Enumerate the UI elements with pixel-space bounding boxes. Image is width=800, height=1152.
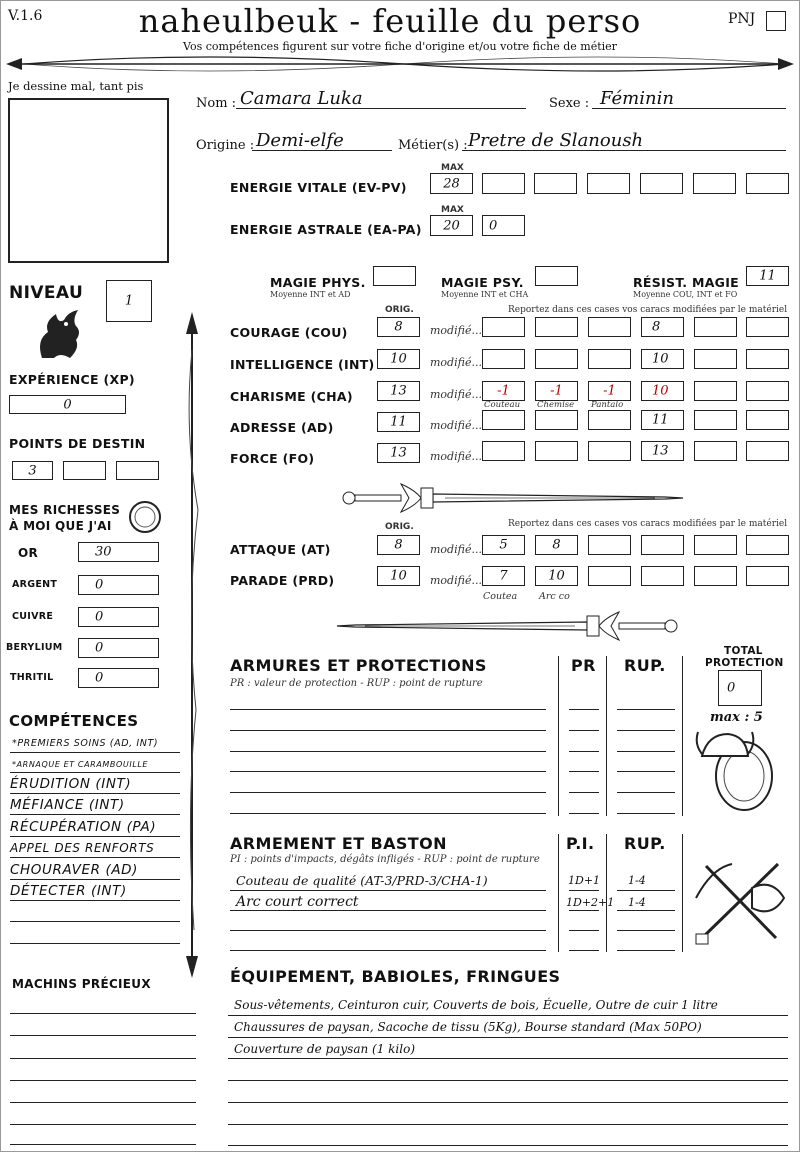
nom-value[interactable]: Camara Luka (240, 88, 363, 109)
stat-c1-cha[interactable] (482, 381, 525, 401)
stat-c3-int[interactable] (588, 349, 631, 369)
origine-underline (252, 150, 392, 151)
metier-underline (462, 150, 786, 151)
competence-item: APPEL DES RENFORTS (10, 841, 155, 855)
portrait-frame[interactable] (8, 98, 169, 263)
destin-label: POINTS DE DESTIN (9, 436, 146, 451)
version-label: V.1.6 (8, 8, 43, 24)
combat-note-1: Coutea (483, 591, 518, 602)
ev-max-value: 28 (443, 176, 460, 191)
machins-line (10, 1035, 196, 1036)
attaque-cell: 5 (499, 537, 508, 553)
stat-cell: 8 (652, 319, 661, 335)
ea-max-value: 20 (443, 218, 460, 233)
cha-note-3: Pantalo (591, 400, 624, 410)
money-box-berylium[interactable] (78, 638, 159, 658)
stat-c6-cou[interactable] (746, 317, 789, 337)
competence-line (10, 900, 180, 901)
equipement-line: Couverture de paysan (1 kilo) (234, 1042, 416, 1056)
parade-orig-value: 10 (390, 568, 407, 584)
stat-c4-cha[interactable] (641, 381, 684, 401)
armures-divider (558, 656, 559, 816)
richesses-label-2: À MOI QUE J'AI (9, 519, 112, 533)
competence-line (10, 793, 180, 794)
stat-mod-cou: modifié... (430, 324, 482, 337)
stat-c5-ad[interactable] (694, 410, 737, 430)
weapon-line (230, 950, 546, 951)
stat-c2-int[interactable] (535, 349, 578, 369)
ea-current-value: 0 (489, 218, 498, 233)
stat-c4-ad[interactable] (641, 410, 684, 430)
stat-label-int: INTELLIGENCE (INT) (230, 357, 375, 372)
ev-max-box[interactable] (430, 173, 473, 194)
stat-c5-cou[interactable] (694, 317, 737, 337)
destin-value: 3 (28, 463, 37, 478)
machins-line (10, 1124, 196, 1125)
stat-cell: -1 (550, 383, 563, 399)
armement-rup-label: RUP. (624, 834, 666, 853)
armures-divider (682, 656, 683, 816)
attaque-cell: 8 (552, 537, 561, 553)
money-box-argent[interactable] (78, 575, 159, 595)
money-label-cuivre: CUIVRE (12, 611, 54, 622)
armement-title: ARMEMENT ET BASTON (230, 834, 447, 853)
stat-c6-int[interactable] (746, 349, 789, 369)
sword-icon (335, 608, 685, 644)
stat-orig-fo[interactable] (377, 443, 420, 463)
armure-line (569, 813, 599, 814)
armure-line (569, 751, 599, 752)
weapon-line (569, 890, 599, 891)
armement-divider (558, 834, 559, 952)
nom-underline (236, 108, 526, 109)
armure-line (230, 813, 546, 814)
stat-c5-int[interactable] (694, 349, 737, 369)
equipement-underline (228, 1080, 788, 1081)
stat-c4-cou[interactable] (641, 317, 684, 337)
weapon-line (569, 910, 599, 911)
stat-orig-value: 13 (390, 445, 407, 461)
armures-sub: PR : valeur de protection - RUP : point de rupture (230, 678, 483, 689)
stat-cell: -1 (603, 383, 616, 399)
resist-magie-label: RÉSIST. MAGIE (633, 275, 740, 290)
pnj-checkbox[interactable] (766, 11, 786, 31)
attaque-c4[interactable] (641, 535, 684, 555)
armement-sub: PI : points d'impacts, dégâts infligés - RUP : point de rupture (230, 854, 540, 865)
competence-item: CHOURAVER (AD) (10, 862, 139, 878)
combat-orig-label: ORIG. (385, 522, 414, 532)
stat-c6-fo[interactable] (746, 441, 789, 461)
magie-phys-label: MAGIE PHYS. (270, 275, 366, 290)
nom-label: Nom : (196, 96, 237, 111)
stat-cell: -1 (497, 383, 510, 399)
ev-box-2[interactable] (534, 173, 577, 194)
total-protection-box[interactable] (718, 670, 762, 706)
money-box-cuivre[interactable] (78, 607, 159, 627)
money-label-or: OR (18, 546, 39, 560)
combat-note-2: Arc co (539, 591, 570, 602)
money-value: 0 (95, 577, 104, 593)
magie-phys-box[interactable] (373, 266, 416, 286)
machins-line (10, 1102, 196, 1103)
competence-line (10, 879, 180, 880)
richesses-label-1: MES RICHESSES (9, 503, 121, 517)
competence-item: MÉFIANCE (INT) (10, 797, 125, 813)
niveau-value: 1 (124, 293, 134, 309)
total-protection-label-1: TOTAL (724, 645, 763, 657)
xp-label: EXPÉRIENCE (XP) (9, 372, 135, 387)
stat-label-fo: FORCE (FO) (230, 451, 315, 466)
equipement-line: Sous-vêtements, Ceinturon cuir, Couverts de bois, Écuelle, Outre de cuir 1 litre (234, 998, 718, 1012)
cha-note-2: Chemise (537, 400, 575, 410)
armure-line (230, 751, 546, 752)
sexe-value[interactable]: Féminin (600, 88, 674, 109)
niveau-box[interactable] (106, 280, 152, 322)
attaque-orig-box[interactable] (377, 535, 420, 555)
resist-magie-box[interactable] (746, 266, 789, 286)
attaque-c1[interactable] (482, 535, 525, 555)
armures-rup-label: RUP. (624, 656, 666, 675)
competence-line (10, 836, 180, 837)
magie-phys-sub: Moyenne INT et AD (270, 290, 351, 299)
cha-note-1: Couteau (484, 400, 521, 410)
parade-cell: 7 (499, 568, 508, 584)
stat-cell: 11 (652, 412, 669, 428)
parade-orig-box[interactable] (377, 566, 420, 586)
weapon-rup: 1-4 (628, 874, 646, 887)
armures-title: ARMURES ET PROTECTIONS (230, 656, 487, 675)
stat-c5-cha[interactable] (694, 381, 737, 401)
armure-line (569, 771, 599, 772)
competences-label: COMPÉTENCES (9, 712, 139, 730)
armure-line (230, 709, 546, 710)
money-label-berylium: BERYLIUM (6, 642, 63, 653)
stat-c1-fo[interactable] (482, 441, 525, 461)
armures-divider (606, 656, 607, 816)
stat-cell: 13 (652, 443, 669, 459)
stat-c3-cha[interactable] (588, 381, 631, 401)
armement-divider (606, 834, 607, 952)
money-box-or[interactable] (78, 542, 159, 562)
ev-box-4[interactable] (640, 173, 683, 194)
stat-c4-fo[interactable] (641, 441, 684, 461)
armures-pr-label: PR (571, 656, 596, 675)
armure-line (230, 730, 546, 731)
weapon-line (617, 910, 675, 911)
dragon-icon (34, 306, 84, 362)
weapon-line (617, 930, 675, 931)
weapon-line (230, 930, 546, 931)
money-label-thritil: THRITIL (10, 672, 54, 683)
stat-mod-ad: modifié... (430, 419, 482, 432)
machins-line (10, 1058, 196, 1059)
equipement-underline (228, 1058, 788, 1059)
stat-c1-cou[interactable] (482, 317, 525, 337)
niveau-label: NIVEAU (9, 283, 84, 303)
stat-c2-cou[interactable] (535, 317, 578, 337)
combat-note: Reportez dans ces cases vos caracs modifiées par le matériel (508, 519, 788, 529)
stat-cell: 10 (652, 351, 669, 367)
magie-psy-box[interactable] (535, 266, 578, 286)
attaque-c2[interactable] (535, 535, 578, 555)
stat-label-cha: CHARISME (CHA) (230, 389, 353, 404)
attaque-orig-value: 8 (394, 537, 403, 553)
metier-label: Métier(s) : (398, 138, 468, 153)
metier-value[interactable]: Pretre de Slanoush (468, 130, 644, 151)
stat-orig-value: 13 (390, 383, 407, 399)
parade-c2[interactable] (535, 566, 578, 586)
sheet-subtitle: Vos compétences figurent sur votre fiche d'origine et/ou votre fiche de métier (183, 40, 617, 53)
weapon-line (617, 950, 675, 951)
money-value: 0 (95, 609, 104, 625)
stat-c3-cou[interactable] (588, 317, 631, 337)
parade-label: PARADE (PRD) (230, 573, 335, 588)
machins-line (10, 1080, 196, 1081)
spear-divider-icon (4, 52, 796, 76)
armure-line (617, 751, 675, 752)
money-label-argent: ARGENT (12, 579, 58, 590)
portrait-caption: Je dessine mal, tant pis (8, 79, 144, 93)
competence-line (10, 943, 180, 944)
ev-label: ENERGIE VITALE (EV-PV) (230, 180, 407, 195)
stat-c6-cha[interactable] (746, 381, 789, 401)
machins-line (10, 1144, 196, 1145)
attaque-c3[interactable] (588, 535, 631, 555)
stat-cell: 10 (652, 383, 669, 399)
ev-box-6[interactable] (746, 173, 789, 194)
weapon-line (569, 930, 599, 931)
money-box-thritil[interactable] (78, 668, 159, 688)
competence-line (10, 857, 180, 858)
weapon-name: Arc court correct (236, 894, 359, 910)
destin-box-3[interactable] (116, 461, 159, 480)
attaque-label: ATTAQUE (AT) (230, 542, 331, 557)
total-protection-value: 0 (727, 680, 736, 696)
competence-item: DÉTECTER (INT) (10, 883, 127, 899)
armure-line (617, 730, 675, 731)
stats-orig-label: ORIG. (385, 305, 414, 315)
ev-box-3[interactable] (587, 173, 630, 194)
machins-line (10, 1013, 196, 1014)
ev-max-label: MAX (441, 163, 464, 173)
parade-c6[interactable] (746, 566, 789, 586)
stat-mod-int: modifié... (430, 356, 482, 369)
stat-c3-ad[interactable] (588, 410, 631, 430)
destin-box-2[interactable] (63, 461, 106, 480)
equipement-underline (228, 1102, 788, 1103)
parade-c5[interactable] (694, 566, 737, 586)
resist-magie-sub: Moyenne COU, INT et FO (633, 290, 738, 299)
weapon-name: Couteau de qualité (AT-3/PRD-3/CHA-1) (236, 873, 488, 888)
armure-line (569, 730, 599, 731)
stat-c5-fo[interactable] (694, 441, 737, 461)
stat-label-ad: ADRESSE (AD) (230, 420, 334, 435)
parade-cell: 10 (548, 568, 565, 584)
stat-c1-ad[interactable] (482, 410, 525, 430)
stats-note: Reportez dans ces cases vos caracs modifiées par le matériel (508, 305, 788, 315)
competence-line (10, 921, 180, 922)
stat-orig-value: 11 (390, 414, 407, 430)
stat-orig-value: 10 (390, 351, 407, 367)
attaque-c5[interactable] (694, 535, 737, 555)
equipement-title: ÉQUIPEMENT, BABIOLES, FRINGUES (230, 967, 561, 986)
pnj-label: PNJ (728, 11, 756, 27)
money-value: 0 (95, 640, 104, 656)
helmet-shield-icon (694, 726, 778, 816)
competence-line (10, 772, 180, 773)
xp-box[interactable] (9, 395, 126, 414)
armure-line (569, 709, 599, 710)
max-protection-label: max : 5 (710, 710, 763, 725)
weapon-line (230, 890, 546, 891)
competence-line (10, 814, 180, 815)
xp-value: 0 (63, 397, 72, 412)
money-value: 0 (95, 670, 104, 686)
equipement-underline (228, 1015, 788, 1016)
stat-c2-cha[interactable] (535, 381, 578, 401)
origine-label: Origine : (196, 138, 255, 153)
ea-max-box[interactable] (430, 215, 473, 236)
stat-orig-value: 8 (394, 319, 403, 335)
attaque-mod: modifié... (430, 543, 482, 556)
crossed-weapons-icon (692, 858, 788, 948)
weapon-line (569, 950, 599, 951)
equipement-underline (228, 1037, 788, 1038)
stat-mod-cha: modifié... (430, 388, 482, 401)
equipement-line: Chaussures de paysan, Sacoche de tissu (5Kg), Bourse standard (Max 50PO) (234, 1020, 702, 1034)
armement-divider (682, 834, 683, 952)
coin-icon (128, 500, 162, 534)
armure-line (230, 771, 546, 772)
parade-c1[interactable] (482, 566, 525, 586)
competence-item: *ARNAQUE ET CARAMBOUILLE (12, 760, 149, 769)
sexe-label: Sexe : (549, 96, 590, 111)
armure-line (230, 792, 546, 793)
magie-psy-sub: Moyenne INT et CHA (441, 290, 529, 299)
parade-mod: modifié... (430, 574, 482, 587)
stat-c2-fo[interactable] (535, 441, 578, 461)
sword-icon (335, 480, 685, 516)
weapon-pi: 1D+1 (568, 874, 601, 887)
resist-magie-value: 11 (759, 268, 776, 284)
ea-max-label: MAX (441, 205, 464, 215)
equipement-underline (228, 1145, 788, 1146)
spear-icon (180, 310, 204, 980)
ev-box-5[interactable] (693, 173, 736, 194)
stat-c3-fo[interactable] (588, 441, 631, 461)
weapon-rup: 1-4 (628, 896, 646, 909)
competence-line (10, 752, 180, 753)
stat-c4-int[interactable] (641, 349, 684, 369)
armure-line (617, 709, 675, 710)
stat-orig-cou[interactable] (377, 317, 420, 337)
magie-psy-label: MAGIE PSY. (441, 275, 524, 290)
sheet-title: naheulbeuk - feuille du perso (138, 2, 642, 40)
total-protection-label-2: PROTECTION (705, 657, 784, 669)
stat-orig-int[interactable] (377, 349, 420, 369)
ea-label: ENERGIE ASTRALE (EA-PA) (230, 222, 422, 237)
competence-item: *PREMIERS SOINS (AD, INT) (12, 738, 159, 749)
stat-c1-int[interactable] (482, 349, 525, 369)
stat-label-cou: COURAGE (COU) (230, 325, 348, 340)
stat-orig-cha[interactable] (377, 381, 420, 401)
machins-label: MACHINS PRÉCIEUX (12, 977, 151, 991)
competence-item: ÉRUDITION (INT) (10, 776, 132, 792)
equipement-underline (228, 1124, 788, 1125)
armement-pi-label: P.I. (566, 834, 595, 853)
stat-orig-ad[interactable] (377, 412, 420, 432)
armure-line (569, 792, 599, 793)
competence-item: RÉCUPÉRATION (PA) (10, 819, 157, 835)
destin-box-1[interactable] (12, 461, 53, 480)
stat-c6-ad[interactable] (746, 410, 789, 430)
stat-mod-fo: modifié... (430, 450, 482, 463)
parade-c3[interactable] (588, 566, 631, 586)
stat-c2-ad[interactable] (535, 410, 578, 430)
parade-c4[interactable] (641, 566, 684, 586)
sexe-underline (592, 108, 786, 109)
ea-current-box[interactable] (482, 215, 525, 236)
origine-value[interactable]: Demi-elfe (256, 130, 344, 151)
weapon-line (617, 890, 675, 891)
ev-box-1[interactable] (482, 173, 525, 194)
armure-line (617, 792, 675, 793)
armure-line (617, 813, 675, 814)
armure-line (617, 771, 675, 772)
attaque-c6[interactable] (746, 535, 789, 555)
weapon-pi: 1D+2+1 (566, 896, 615, 909)
weapon-line (230, 910, 546, 911)
money-value: 30 (95, 544, 112, 560)
